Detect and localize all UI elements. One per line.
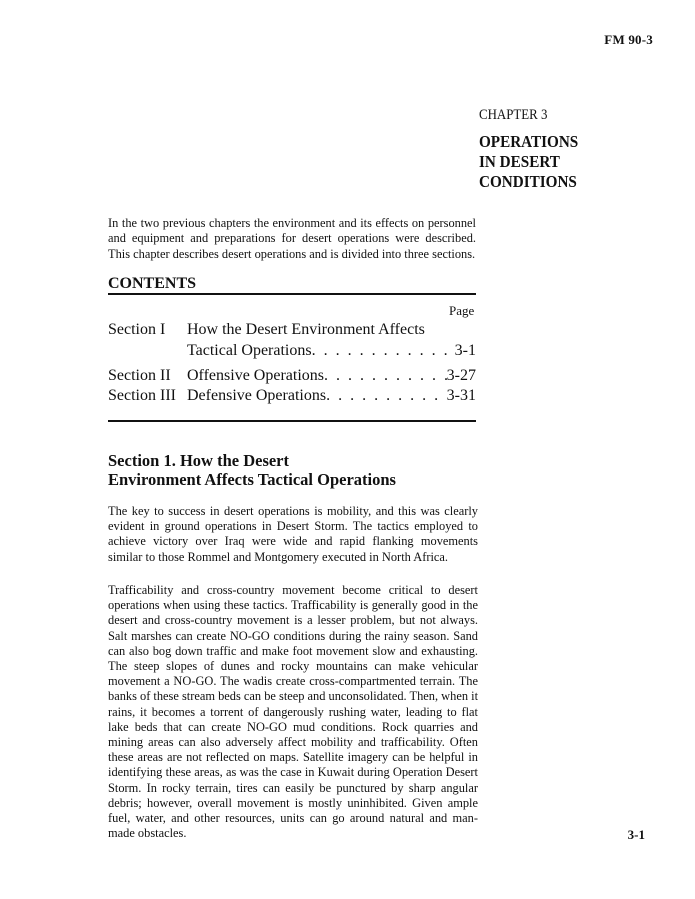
toc-leader xyxy=(324,366,447,386)
intro-paragraph xyxy=(108,216,476,262)
chapter-label: CHAPTER 3 xyxy=(479,107,548,123)
toc-title: Defensive Operations xyxy=(187,387,327,404)
body-paragraph xyxy=(108,583,478,841)
contents-divider xyxy=(108,420,476,422)
toc-page: 3-31 xyxy=(446,387,476,404)
toc-entry-continuation[interactable] xyxy=(108,341,476,361)
toc-section-label: Section III xyxy=(108,387,176,404)
toc-section-label: Section II xyxy=(108,367,171,384)
paragraph-text: The key to success in desert operations is mobility, and this was clearly evident in ground operations in Desert Storm. The tactics employed to achieve victory over Iraq were wide and rapid flanking movements similar to those Rommel and Montgomery executed in North Africa. xyxy=(108,504,478,564)
chapter-heading xyxy=(479,107,587,192)
page-number: 3-1 xyxy=(627,827,645,842)
document-id: FM 90-3 xyxy=(604,32,653,47)
toc-entry[interactable] xyxy=(108,320,476,340)
paragraph-text: Trafficability and cross-country movement become critical to desert operations when using these tactics. Trafficability is generally good in the desert and cross-country movement is a lesser problem, but not always. Salt marshes can create NO-GO conditions during the rainy season. Sand can also bog down traffic and make foot movement slow and exhausting. The steep slopes of dunes and rocky mountains can make vehicular movement a NO-GO. The wadis create cross-compartmented terrain. The banks of these stream beds can be steep and unconsolidated. Then, when it rains, it becomes a torrent of dangerously rushing water, leading to flat lake beds that can create NO-GO mud conditions. Rock quarries and mining areas can also adversely affect mobility and trafficability. Often these areas are not reflected on maps. Satellite imagery can be helpful in identifying these areas, as was the case in Kuwait during Operation Desert Storm. In rocky terrain, tires can easily be punctured by sharp angular debris; however, overall movement is mostly uninhibited. Given ample fuel, water, and other resources, units can go around natural and man-made obstacles. xyxy=(108,583,479,841)
chapter-title-line: OPERATIONS xyxy=(479,132,579,151)
toc-leader xyxy=(326,386,447,406)
toc-title: Offensive Operations xyxy=(187,367,324,384)
toc-page: 3-1 xyxy=(454,342,476,359)
toc-entry[interactable] xyxy=(108,386,476,406)
toc-entry[interactable] xyxy=(108,366,476,386)
chapter-title-line: CONDITIONS xyxy=(479,172,577,191)
section-heading xyxy=(108,451,396,489)
section-heading-line: Section 1. How the Desert xyxy=(108,451,290,470)
toc-page: 3-27 xyxy=(446,367,476,384)
toc-title-line: How the Desert Environment Affects xyxy=(187,321,425,338)
chapter-title xyxy=(479,132,587,192)
contents-page-label: Page xyxy=(449,303,475,318)
body-paragraph xyxy=(108,504,478,565)
toc-section-label: Section I xyxy=(108,321,166,338)
chapter-title-line: IN DESERT xyxy=(479,152,560,171)
toc-title: Tactical Operations xyxy=(187,342,312,359)
section-heading-line: Environment Affects Tactical Operations xyxy=(108,470,396,489)
toc-leader xyxy=(312,341,455,361)
contents-heading: CONTENTS xyxy=(108,275,476,295)
intro-text: In the two previous chapters the environment and its effects on personnel and equipment and preparations for desert operations were described. This chapter describes desert operations and is divided into three sections. xyxy=(108,216,476,261)
